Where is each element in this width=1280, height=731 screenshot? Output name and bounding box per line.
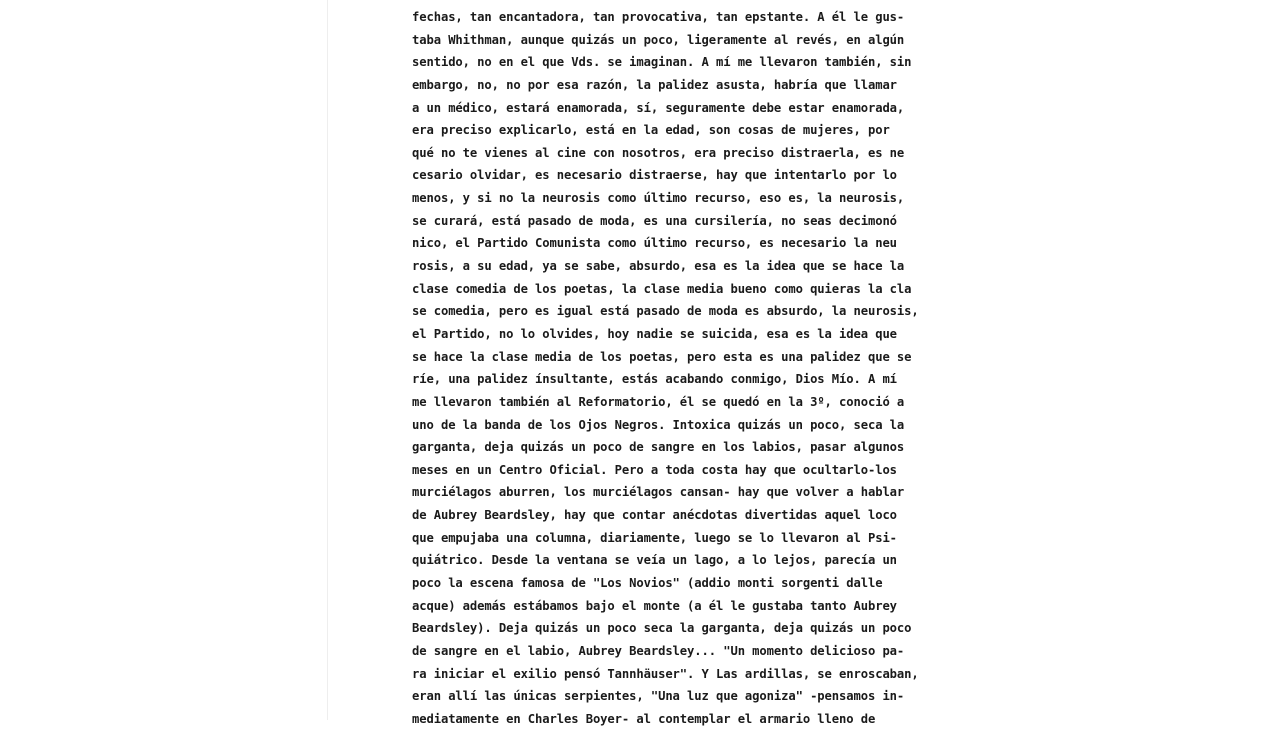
text-line: sentido, no en el que Vds. se imaginan. A mí me llevaron también, sin	[412, 55, 912, 70]
text-line: garganta, deja quizás un poco de sangre en los labios, pasar algunos	[412, 440, 905, 455]
text-line: ra iniciar el exilio pensó Tannhäuser". Y Las ardillas, se enroscaban,	[412, 666, 919, 681]
text-line: a un médico, estará enamorada, sí, seguramente debe estar enamorada,	[412, 100, 905, 115]
document-page	[328, 0, 968, 726]
text-line: quiátrico. Desde la ventana se veía un lago, a lo lejos, parecía un	[412, 553, 897, 568]
text-line: qué no te vienes al cine con nosotros, era preciso distraerla, es ne	[412, 145, 905, 160]
text-line: eran allí las únicas serpientes, "Una luz que agoniza" -pensamos in-	[412, 689, 905, 704]
text-line: murciélagos aburren, los murciélagos cansan- hay que volver a hablar	[412, 485, 905, 500]
text-line: cesario olvidar, es necesario distraerse, hay que intentarlo por lo	[412, 168, 897, 183]
text-line: mediatamente en Charles Boyer- al contemplar el armario lleno de	[412, 711, 876, 726]
text-line: meses en un Centro Oficial. Pero a toda costa hay que ocultarlo-los	[412, 462, 897, 477]
text-line: nico, el Partido Comunista como último recurso, es necesario la neu	[412, 236, 897, 251]
text-line: menos, y si no la neurosis como último recurso, eso es, la neurosis,	[412, 191, 905, 206]
text-line: ríe, una palidez ínsultante, estás acabando conmigo, Dios Mío. A mí	[412, 372, 897, 387]
text-line: se comedia, pero es igual está pasado de moda es absurdo, la neurosis,	[412, 304, 919, 319]
text-line: taba Whithman, aunque quizás un poco, ligeramente al revés, en algún	[412, 32, 905, 47]
text-line: era preciso explicarlo, está en la edad, son cosas de mujeres, por	[412, 123, 890, 138]
text-line: se hace la clase media de los poetas, pero esta es una palidez que se	[412, 349, 912, 364]
text-line: el Partido, no lo olvides, hoy nadie se suicida, esa es la idea que	[412, 326, 897, 341]
text-line: poco la escena famosa de "Los Novios" (addio monti sorgenti dalle	[412, 576, 883, 591]
text-line: de Aubrey Beardsley, hay que contar anécdotas divertidas aquel loco	[412, 508, 897, 523]
text-line: se curará, está pasado de moda, es una cursilería, no seas decimonó	[412, 213, 897, 228]
text-line: que empujaba una columna, diariamente, luego se lo llevaron al Psi-	[412, 530, 897, 545]
text-line: acque) además estábamos bajo el monte (a él le gustaba tanto Aubrey	[412, 598, 897, 613]
text-line: rosis, a su edad, ya se sabe, absurdo, esa es la idea que se hace la	[412, 259, 905, 274]
typewritten-text	[412, 6, 972, 731]
text-line: clase comedia de los poetas, la clase media bueno como quieras la cla	[412, 281, 912, 296]
text-line: embargo, no, no por esa razón, la palidez asusta, habría que llamar	[412, 77, 897, 92]
text-line: Beardsley). Deja quizás un poco seca la garganta, deja quizás un poco	[412, 621, 912, 636]
text-line: de sangre en el labio, Aubrey Beardsley... "Un momento delicioso pa-	[412, 643, 905, 658]
text-line: uno de la banda de los Ojos Negros. Intoxica quizás un poco, seca la	[412, 417, 905, 432]
text-line: fechas, tan encantadora, tan provocativa, tan epstante. A él le gus-	[412, 10, 905, 24]
text-line: me llevaron también al Reformatorio, él se quedó en la 3º, conoció a	[412, 394, 905, 409]
